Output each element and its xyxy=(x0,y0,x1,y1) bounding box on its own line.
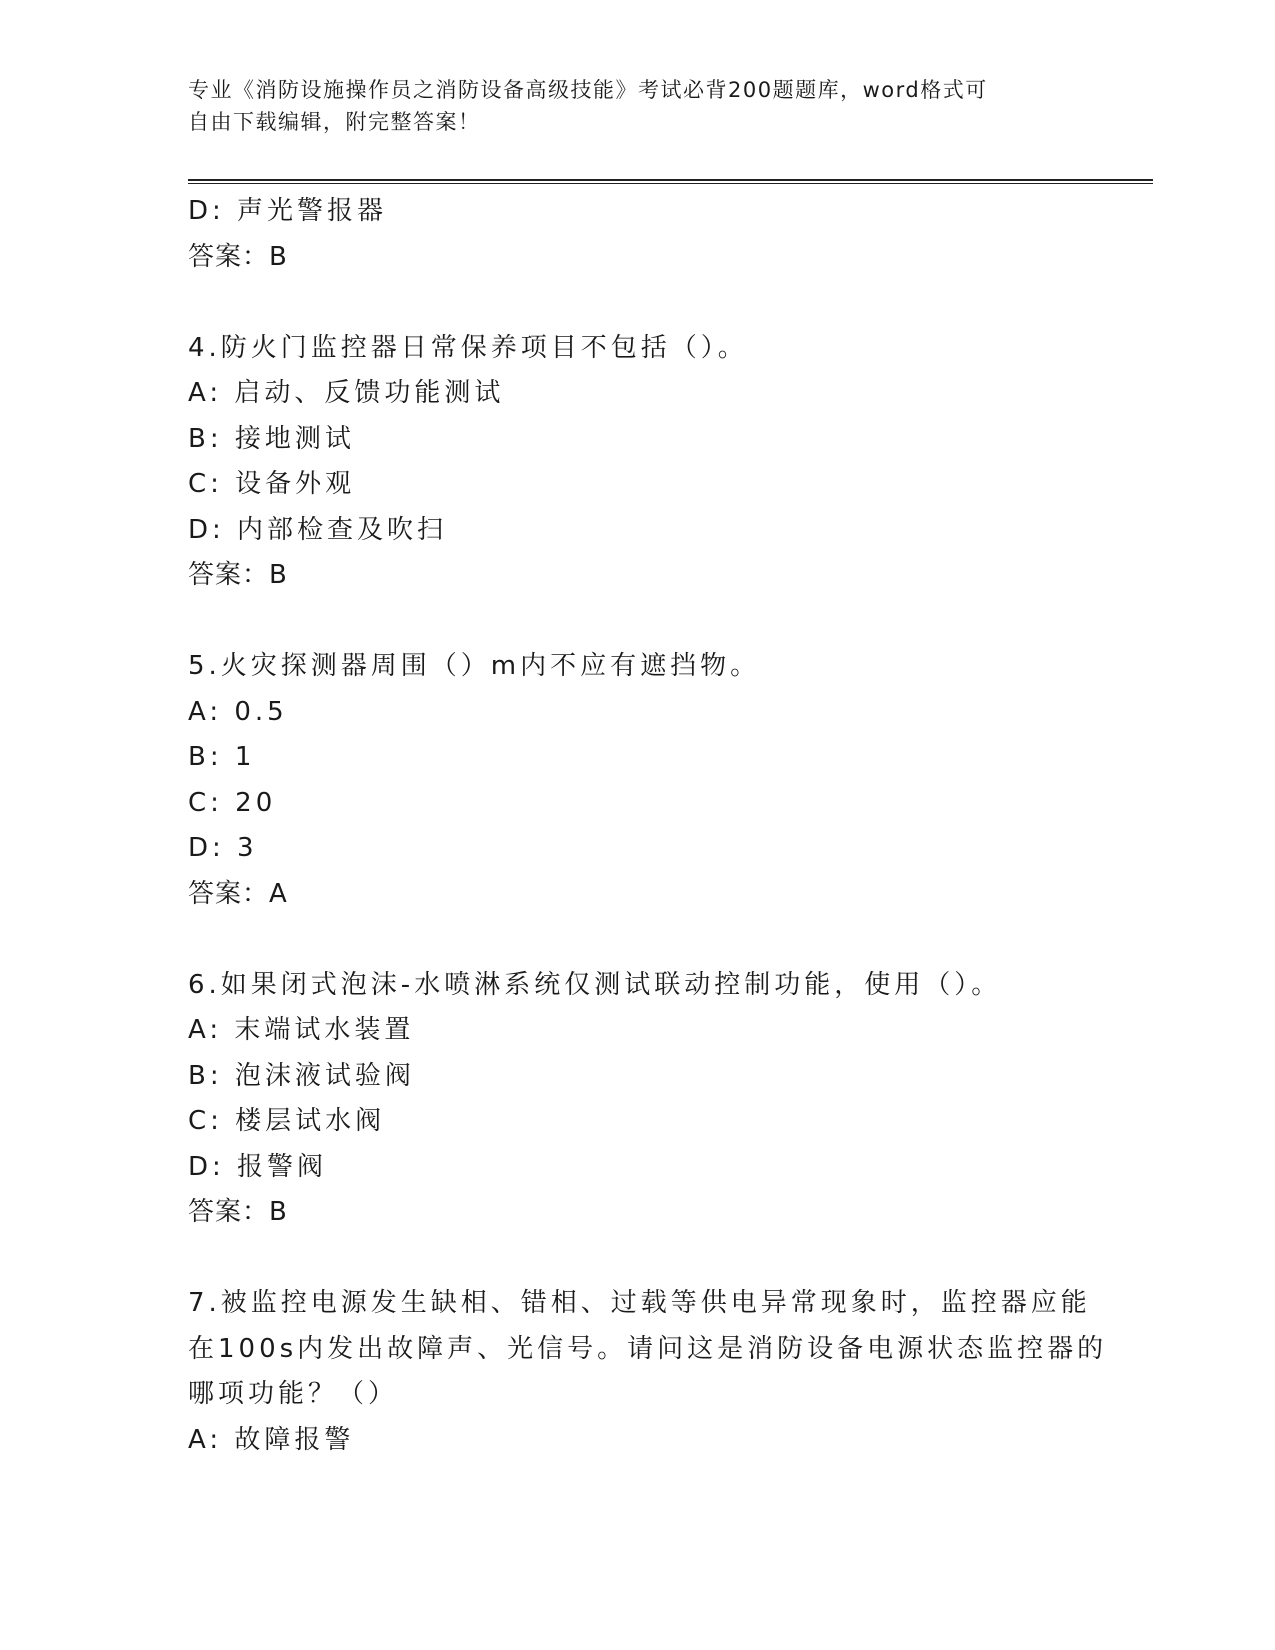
question-text: 6.如果闭式泡沫-水喷淋系统仅测试联动控制功能，使用（）。 xyxy=(188,969,1002,1000)
option-b: B: 泡沫液试验阀 xyxy=(188,1060,415,1091)
question-text: 4.防火门监控器日常保养项目不包括（）。 xyxy=(188,332,748,363)
question-content xyxy=(188,189,1108,1463)
header-line-2: 自由下载编辑，附完整答案！ xyxy=(188,110,481,134)
question-4 xyxy=(188,326,1088,599)
prev-answer: 答案：B xyxy=(188,241,288,272)
answer: 答案：B xyxy=(188,1197,288,1227)
option-a: A: 末端试水装置 xyxy=(188,1015,415,1045)
question-text-line-1: 7.被监控电源发生缺相、错相、过载等供电异常现象时，监控器应能 xyxy=(188,1288,1091,1318)
prev-option-d: D: 声光警报器 xyxy=(188,196,388,226)
option-d: D: 3 xyxy=(188,833,258,863)
question-5 xyxy=(188,644,1088,917)
question-7 xyxy=(188,1281,1108,1463)
question-6 xyxy=(188,963,1088,1236)
option-c: C: 20 xyxy=(188,787,277,818)
option-a: A: 0.5 xyxy=(188,696,288,727)
option-d: D: 报警阀 xyxy=(188,1151,328,1182)
spacer xyxy=(188,917,1088,963)
question-text-line-2: 在100s内发出故障声、光信号。请问这是消防设备电源状态监控器的 xyxy=(188,1333,1108,1364)
option-c: C: 设备外观 xyxy=(188,469,356,499)
question-text-line-3: 哪项功能？（） xyxy=(188,1379,399,1409)
header-divider-thick xyxy=(188,179,1153,181)
spacer xyxy=(188,1236,1088,1282)
spacer xyxy=(188,599,1088,645)
question-text: 5.火灾探测器周围（）m内不应有遮挡物。 xyxy=(188,651,761,681)
document-header xyxy=(188,74,1088,138)
answer: 答案：A xyxy=(188,878,288,909)
option-a: A: 故障报警 xyxy=(188,1424,355,1455)
option-b: B: 1 xyxy=(188,742,256,772)
spacer xyxy=(188,280,1088,326)
option-d: D: 内部检查及吹扫 xyxy=(188,514,448,545)
option-c: C: 楼层试水阀 xyxy=(188,1106,386,1136)
header-line-1: 专业《消防设施操作员之消防设备高级技能》考试必背200题题库，word格式可 xyxy=(188,78,988,102)
answer: 答案：B xyxy=(188,560,288,590)
option-b: B: 接地测试 xyxy=(188,423,355,454)
option-a: A: 启动、反馈功能测试 xyxy=(188,378,505,408)
header-divider-thin xyxy=(188,183,1153,184)
